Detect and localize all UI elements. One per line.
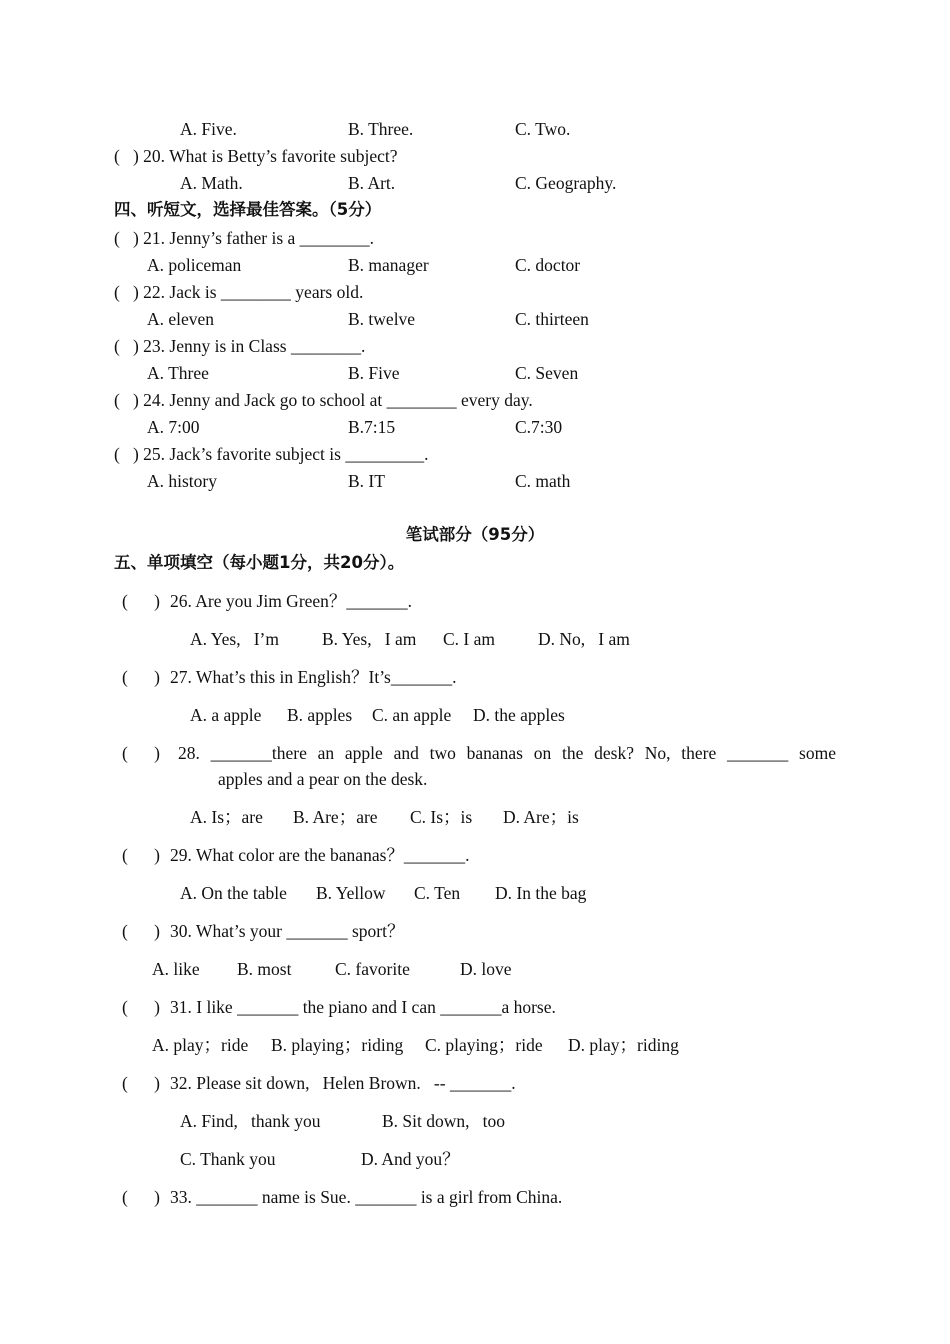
q22-option-a: A. eleven — [147, 309, 215, 329]
q28-continuation: apples and a pear on the desk. — [218, 769, 428, 789]
q22-option-c: C. thirteen — [515, 309, 589, 329]
q23-question: ( ) 23. Jenny is in Class ________. — [114, 336, 366, 356]
q27-option-b: B. apples — [287, 705, 353, 725]
q23-option-a: A. Three — [147, 363, 209, 383]
q31-option-a: A. play；ride — [152, 1035, 249, 1055]
q25-option-c: C. math — [515, 471, 571, 491]
q31-option-d: D. play；riding — [568, 1035, 679, 1055]
q28-paren: ( ) — [122, 743, 160, 763]
q23-option-b: B. Five — [348, 363, 400, 383]
q24-option-b: B.7:15 — [348, 417, 396, 437]
q28-option-d: D. Are；is — [503, 807, 579, 827]
q28-question: 28. _______there an apple and two bananas on the desk? No, there _______ some — [178, 743, 836, 763]
q31-question: 31. I like _______ the piano and I can _______a horse. — [170, 997, 556, 1017]
q29-option-d: D. In the bag — [495, 883, 587, 903]
q27-option-c: C. an apple — [372, 705, 452, 725]
q31-option-b: B. playing；riding — [271, 1035, 404, 1055]
q24-option-a: A. 7:00 — [147, 417, 200, 437]
q29-option-b: B. Yellow — [316, 883, 386, 903]
q33-paren: ( ) — [122, 1187, 160, 1207]
q28-option-a: A. Is；are — [190, 807, 263, 827]
q26-question: 26. Are you Jim Green？_______. — [170, 591, 413, 611]
q20-option-a: A. Math. — [180, 173, 243, 193]
q33-question: 33. _______ name is Sue. _______ is a girl from China. — [170, 1187, 563, 1207]
q22-option-b: B. twelve — [348, 309, 416, 329]
q30-option-d: D. love — [460, 959, 512, 979]
q22-question: ( ) 22. Jack is ________ years old. — [114, 282, 364, 302]
q20-question: ( ) 20. What is Betty’s favorite subject? — [114, 146, 398, 166]
q25-question: ( ) 25. Jack’s favorite subject is _________. — [114, 444, 429, 464]
q27-option-d: D. the apples — [473, 705, 565, 725]
q32-option-d: D. And you？ — [361, 1149, 460, 1169]
q21-question: ( ) 21. Jenny’s father is a ________. — [114, 228, 375, 248]
q26-option-c: C. I am — [443, 629, 496, 649]
q32-option-b: B. Sit down, too — [382, 1111, 506, 1131]
q32-option-a: A. Find, thank you — [180, 1111, 321, 1131]
q31-paren: ( ) — [122, 997, 160, 1017]
q24-option-c: C.7:30 — [515, 417, 563, 437]
q30-option-c: C. favorite — [335, 959, 410, 979]
q26-paren: ( ) — [122, 591, 160, 611]
q32-option-c: C. Thank you — [180, 1149, 276, 1169]
q29-question: 29. What color are the bananas？_______. — [170, 845, 470, 865]
q30-option-a: A. like — [152, 959, 200, 979]
q27-option-a: A. a apple — [190, 705, 262, 725]
q25-option-a: A. history — [147, 471, 217, 491]
q26-option-a: A. Yes, I’m — [190, 629, 279, 649]
section5-heading: 五、单项填空（每小题1分，共20分）。 — [114, 553, 405, 572]
q26-option-b: B. Yes, I am — [322, 629, 417, 649]
q24-question: ( ) 24. Jenny and Jack go to school at ________ every day. — [114, 390, 533, 410]
q27-question: 27. What’s this in English？It’s_______. — [170, 667, 457, 687]
q20-option-b: B. Art. — [348, 173, 396, 193]
q21-option-c: C. doctor — [515, 255, 581, 275]
q31-option-c: C. playing；ride — [425, 1035, 543, 1055]
q20-option-c: C. Geography. — [515, 173, 617, 193]
q21-option-b: B. manager — [348, 255, 429, 275]
q25-option-b: B. IT — [348, 471, 385, 491]
q27-paren: ( ) — [122, 667, 160, 687]
q29-option-c: C. Ten — [414, 883, 461, 903]
q29-option-a: A. On the table — [180, 883, 287, 903]
written-part-title: 笔试部分（95分） — [405, 525, 545, 544]
q30-option-b: B. most — [237, 959, 292, 979]
q19-option-a: A. Five. — [180, 119, 237, 139]
q32-question: 32. Please sit down, Helen Brown. -- _______. — [170, 1073, 516, 1093]
q23-option-c: C. Seven — [515, 363, 579, 383]
q30-question: 30. What’s your _______ sport？ — [170, 921, 405, 941]
q29-paren: ( ) — [122, 845, 160, 865]
q30-paren: ( ) — [122, 921, 160, 941]
q26-option-d: D. No, I am — [538, 629, 630, 649]
q28-option-b: B. Are；are — [293, 807, 378, 827]
q32-paren: ( ) — [122, 1073, 160, 1093]
q19-option-b: B. Three. — [348, 119, 414, 139]
q28-option-c: C. Is；is — [410, 807, 473, 827]
q19-option-c: C. Two. — [515, 119, 571, 139]
q21-option-a: A. policeman — [147, 255, 242, 275]
section4-heading: 四、听短文，选择最佳答案。（5分） — [114, 200, 382, 219]
